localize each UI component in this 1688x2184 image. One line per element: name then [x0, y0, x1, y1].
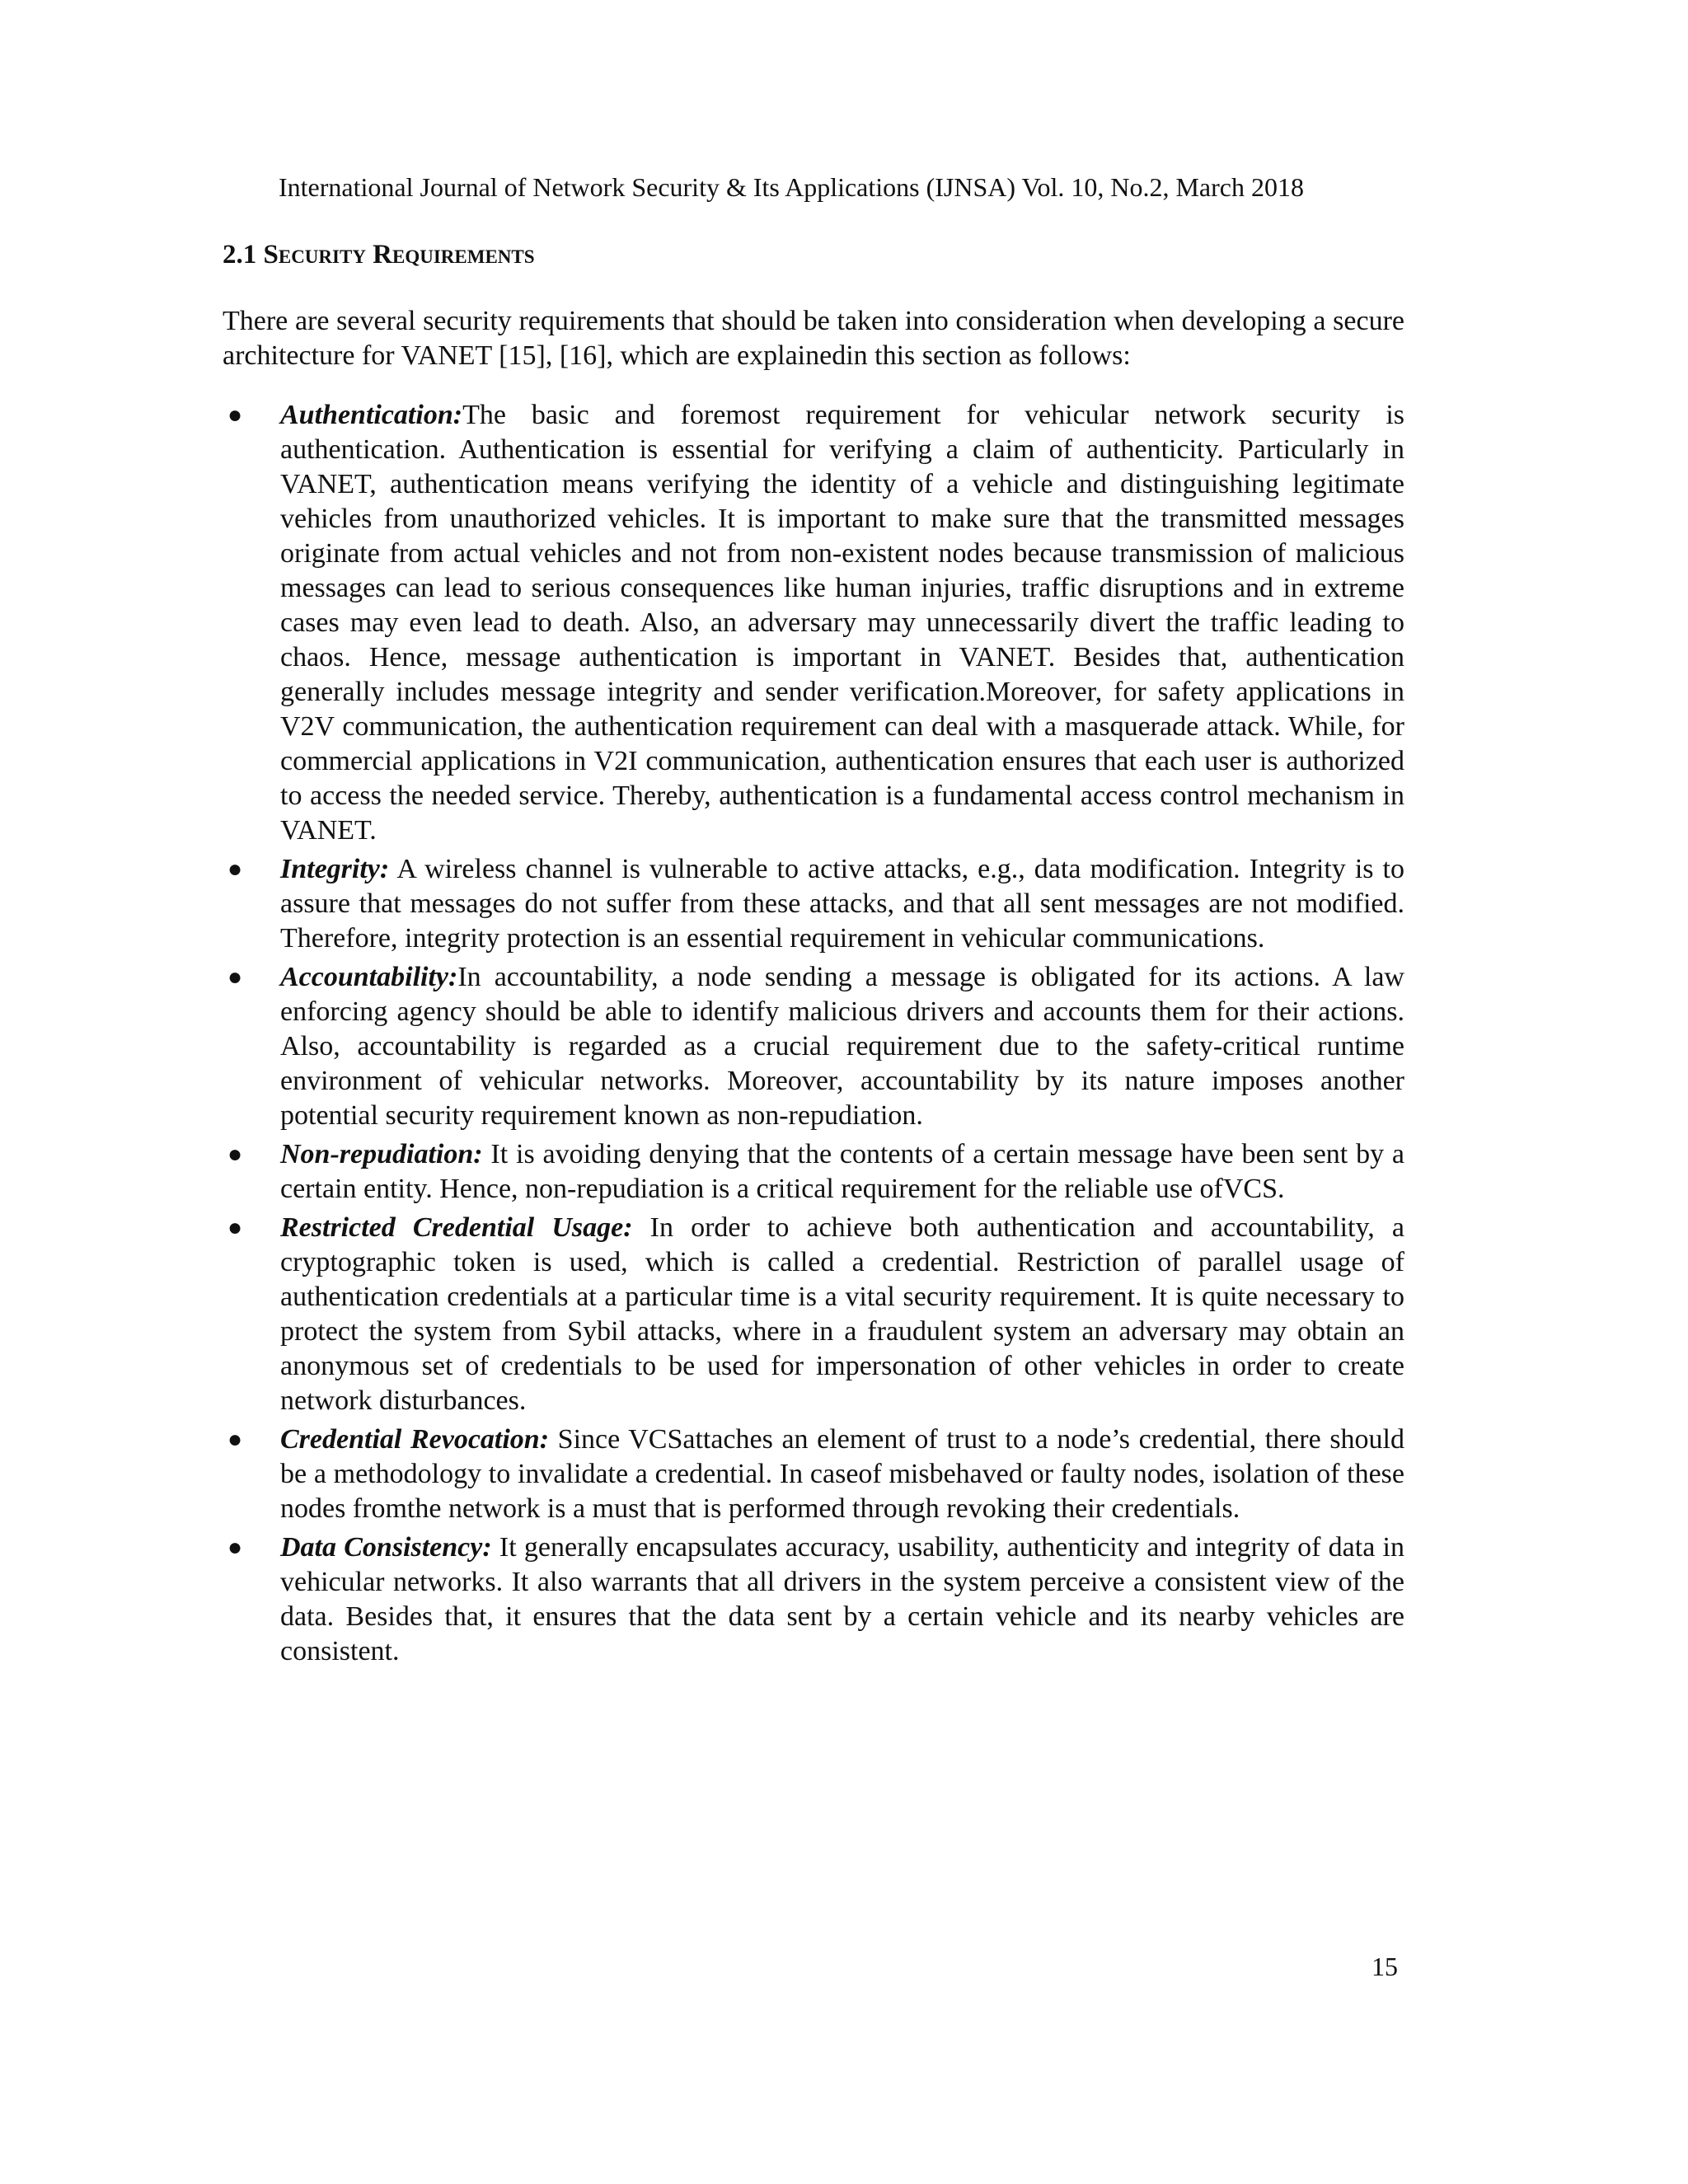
bullet-icon: ● [227, 1141, 243, 1168]
item-text: In order to achieve both authentication and accountability, a cryptographic token is used, which is called a credential. Restriction of parallel usage of authentication credentials at a particular time is a vital security requirement. It is quite necessary to protect the system from Sybil attacks, where in a fraudulent system an adversary may obtain an anonymous set of credentials to be used for impersonation of other vehicles in order to create network disturbances. [280, 1212, 1404, 1416]
bullet-icon: ● [227, 1534, 243, 1561]
list-item-non-repudiation [223, 1137, 1404, 1207]
item-term: Restricted Credential Usage: [280, 1212, 633, 1243]
item-text: The basic and foremost requirement for vehicular network security is authentication. Authentication is essential for verifying a claim of authenticity. Particularly in VANET, authentication means verifying the identity of a vehicle and distinguishing legitimate vehicles from unauthorized vehicles. It is important to make sure that the transmitted messages originate from actual vehicles and not from non-existent nodes because transmission of malicious messages can lead to serious consequences like human injuries, traffic disruptions and in extreme cases may even lead to death. Also, an adversary may unnecessarily divert the traffic leading to chaos. Hence, message authentication is important in VANET. Besides that, authentication generally includes message integrity and sender verification.Moreover, for safety applications in V2V communication, the authentication requirement can deal with a masquerade attack. While, for commercial applications in V2I communication, authentication ensures that each user is authorized to access the needed service. Thereby, authentication is a fundamental access control mechanism in VANET. [280, 400, 1404, 846]
item-term: Integrity: [280, 854, 390, 884]
requirements-list [223, 398, 1404, 1673]
bullet-icon: ● [227, 855, 243, 883]
list-item-restricted-credential-usage [223, 1211, 1404, 1418]
item-text: Since VCSattaches an element of trust to a node’s credential, there should be a methodology to invalidate a credential. In caseof misbehaved or faulty nodes, isolation of these nodes fromthe network is a must that is performed through revoking their credentials. [280, 1424, 1404, 1524]
item-text: In accountability, a node sending a message is obligated for its actions. A law enforcing agency should be able to identify malicious drivers and accounts them for their actions. Also, accountability is regarded as a crucial requirement due to the safety-critical runtime environment of vehicular networks. Moreover, accountability by its nature imposes another potential security requirement known as non-repudiation. [280, 962, 1404, 1131]
page-number: 15 [1372, 1952, 1398, 1981]
section-number: 2.1 [223, 240, 257, 269]
section-heading [223, 237, 535, 273]
list-item-credential-revocation [223, 1422, 1404, 1526]
running-header: International Journal of Network Security & Its Applications (IJNSA) Vol. 10, No.2, March 2018 [279, 172, 1304, 202]
item-term: Authentication: [280, 400, 463, 430]
bullet-icon: ● [227, 963, 243, 991]
item-text: A wireless channel is vulnerable to active attacks, e.g., data modification. Integrity is to assure that messages do not suffer from these attacks, and that all sent messages are not modified. Therefore, integrity protection is an essential requirement in vehicular communications. [280, 854, 1404, 954]
item-text: It is avoiding denying that the contents of a certain message have been sent by a certain entity. Hence, non-repudiation is a critical requirement for the reliable use ofVCS. [280, 1139, 1404, 1204]
bullet-icon: ● [227, 1426, 243, 1453]
intro-paragraph: There are several security requirements that should be taken into consideration when developing a secure architecture for VANET [15], [16], which are explainedin this section as follows: [223, 306, 1404, 371]
bullet-icon: ● [227, 1214, 243, 1241]
item-term: Accountability: [280, 962, 458, 992]
list-item-integrity [223, 852, 1404, 956]
section-title: Security Requirements [263, 240, 535, 269]
list-item-accountability [223, 960, 1404, 1133]
item-term: Non-repudiation: [280, 1139, 483, 1169]
bullet-icon: ● [227, 401, 243, 429]
list-item-data-consistency [223, 1530, 1404, 1669]
item-term: Data Consistency: [280, 1532, 492, 1563]
list-item-authentication [223, 398, 1404, 848]
item-term: Credential Revocation: [280, 1424, 550, 1455]
item-text: It generally encapsulates accuracy, usability, authenticity and integrity of data in vehicular networks. It also warrants that all drivers in the system perceive a consistent view of the data. Besides that, it ensures that the data sent by a certain vehicle and its nearby vehicles are consistent. [280, 1532, 1404, 1666]
